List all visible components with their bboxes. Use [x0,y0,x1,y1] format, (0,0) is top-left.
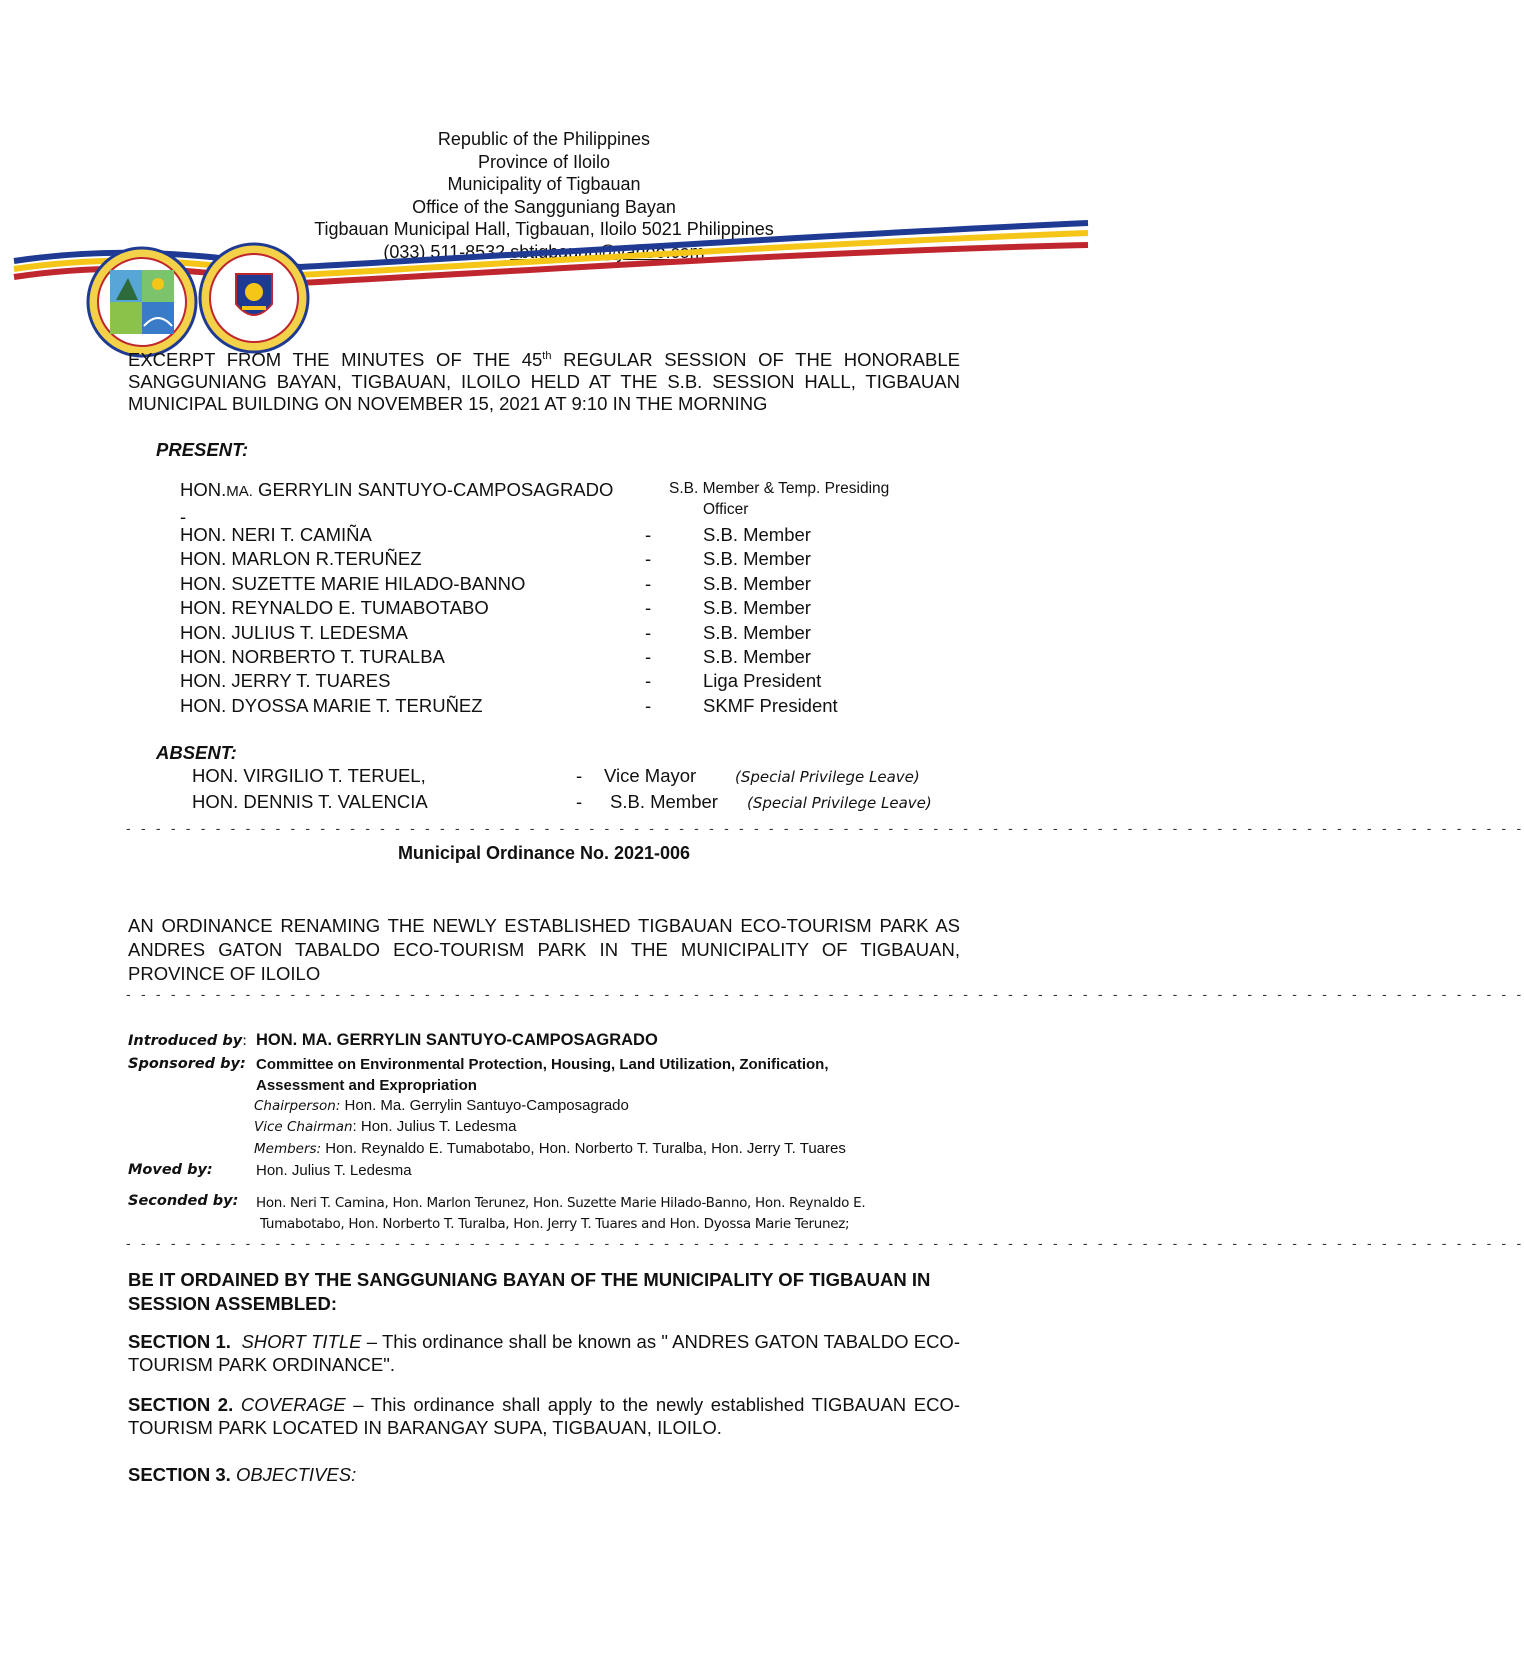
attendee-name: HON. MARLON R.TERUÑEZ [180,548,422,570]
ordinance-number: Municipal Ordinance No. 2021-006 [397,843,691,863]
section-text: – This ordinance shall apply to the newly established TIGBAUAN ECO-TOURISM PARK LOCATED IN BARANGAY SUPA, TIGBAUAN, ILOILO. [128,1394,960,1438]
absent-label: ABSENT: [156,742,237,763]
attendee-role: S.B. Member [703,548,811,570]
attendee-role: S.B. Member [703,572,811,594]
attendee-name: HON. NORBERTO T. TURALBA [180,646,445,667]
attendee-name: HON. JULIUS T. LEDESMA [180,621,408,643]
section-number: SECTION 3. [128,1464,231,1485]
present-label: PRESENT: [156,439,249,460]
members-value: Hon. Reynaldo E. Tumabotabo, Hon. Norberto T. Turalba, Hon. Jerry T. Tuares [321,1140,846,1157]
members-line [254,1140,846,1157]
attendee-dash: - [645,524,652,545]
letterhead-line: Republic of the Philippines [437,129,651,149]
introduced-label-text: Introduced by [128,1033,243,1049]
seconded-value: Hon. Neri T. Camina, Hon. Marlon Terunez, Hon. Suzette Marie Hilado-Banno, Hon. Reynaldo E. [256,1195,866,1211]
attendee-name: HON. DYOSSA MARIE T. TERUÑEZ [180,694,483,716]
moved-value: Hon. Julius T. Ledesma [256,1162,412,1179]
attendee-role-continued: Officer [703,501,749,518]
attendee-role: S.B. Member [703,597,811,619]
attendee-dash: - [645,670,652,692]
attendee-dash: - [645,694,652,716]
excerpt-superscript: th [542,350,552,362]
ordained-clause: BE IT ORDAINED BY THE SANGGUNIANG BAYAN OF THE MUNICIPALITY OF TIGBAUAN IN SESSION ASSEMBLED: [128,1269,931,1314]
chairperson-label: Chairperson: [254,1098,341,1114]
attendee-name: HON. REYNALDO E. TUMABOTABO [180,597,489,619]
attendee-role: S.B. Member [703,524,811,545]
seconded-label: Seconded by: [128,1193,239,1209]
seconded-value-continued: Tumabotabo, Hon. Norberto T. Turalba, Hon. Jerry T. Tuares and Hon. Dyossa Marie Terunez; [260,1216,850,1232]
attendee-name: HON. SUZETTE MARIE HILADO-BANNO [180,572,526,594]
attendee-role: S.B. Member & Temp. Presiding [669,480,890,497]
moved-label: Moved by: [128,1162,213,1178]
municipality-seal-icon [86,246,198,358]
absent-note: (Special Privilege Leave) [747,794,932,812]
attendee-dash: - [645,597,652,619]
letterhead-line: Office of the Sangguniang Bayan [412,196,676,217]
attendee-role: SKMF President [703,694,838,716]
section-number: SECTION 2. [128,1394,234,1415]
chairperson-line [254,1097,629,1114]
section-3 [128,1463,960,1486]
ordinance-title: AN ORDINANCE RENAMING THE NEWLY ESTABLISHED TIGBAUAN ECO-TOURISM PARK AS ANDRES GATON TABALDO ECO-TOURISM PARK IN THE MUNICIPALITY OF TIGBAUAN, PROVINCE OF ILOILO [128,915,960,984]
separator-line: - - - - - - - - - - - - - - - - - - - - - - - - - - - - - - - - - - - - - - - - - - - - - - - - - - - - - - - - - - - - - - - - - - - - - - - - - - - - - - - - - - - - - - - - - - - - - - [126,820,1524,836]
separator-line: - - - - - - - - - - - - - - - - - - - - - - - - - - - - - - - - - - - - - - - - - - - - - - - - - - - - - - - - - - - - - - - - - - - - - - - - - - - - - - - - - - - - - - - - - - - - - - [126,986,1524,1002]
section-2 [128,1393,960,1439]
sponsored-value-continued: Assessment and Expropriation [256,1077,477,1094]
members-label: Members: [254,1141,322,1157]
section-title: COVERAGE [240,1394,346,1415]
sponsored-label: Sponsored by: [128,1056,246,1072]
sponsored-value: Committee on Environmental Protection, Housing, Land Utilization, Zonification, [256,1056,829,1073]
section-number: SECTION 1. [128,1331,231,1352]
absent-dash: - [576,791,583,812]
absent-note: (Special Privilege Leave) [735,768,920,786]
separator-line: - - - - - - - - - - - - - - - - - - - - - - - - - - - - - - - - - - - - - - - - - - - - - - - - - - - - - - - - - - - - - - - - - - - - - - - - - - - - - - - - - - - - - - - - - - - - - - [126,1235,1524,1251]
chairperson-value: Hon. Ma. Gerrylin Santuyo-Camposagrado [340,1097,629,1114]
vice-chairman-line [254,1118,517,1135]
name-prefix: HON. [180,479,227,500]
absent-dash: - [576,765,583,786]
excerpt-paragraph [128,345,960,415]
sangguniang-bayan-seal-icon [198,242,310,354]
attendee-role: S.B. Member [703,646,811,667]
letterhead-line: Tigbauan Municipal Hall, Tigbauan, Iloilo 5021 Philippines [314,219,774,239]
attendee-role: Liga President [703,670,822,692]
attendee-name [180,478,620,529]
introduced-label [128,1033,247,1049]
introduced-value: HON. MA. GERRYLIN SANTUYO-CAMPOSAGRADO [256,1031,658,1049]
vice-chairman-label: Vice Chairman [254,1119,353,1135]
excerpt-text: EXCERPT FROM THE MINUTES OF THE 45 [128,349,543,371]
name-small: MA. [226,483,253,500]
section-title: OBJECTIVES: [235,1464,357,1485]
letterhead-line: Province of Iloilo [477,151,611,172]
attendee-name: HON. NERI T. CAMIÑA [180,524,372,545]
absent-role: Vice Mayor [604,765,697,786]
absent-name: HON. VIRGILIO T. TERUEL, [192,765,426,786]
attendee-dash: - [645,646,652,667]
name-rest: GERRYLIN SANTUYO-CAMPOSAGRADO - [180,479,614,527]
attendee-role: S.B. Member [703,621,811,643]
attendee-dash: - [645,621,652,643]
phone-number: (033) 511-8532 [383,241,506,262]
attendee-dash: - [645,548,652,570]
absent-name: HON. DENNIS T. VALENCIA [192,791,428,812]
absent-role: S.B. Member [610,791,718,812]
section-text: – This ordinance shall be known as " ANDRES GATON TABALDO ECO-TOURISM PARK ORDINANCE". [128,1331,960,1375]
attendee-name: HON. JERRY T. TUARES [180,670,391,692]
introduced-colon: : [242,1033,248,1049]
letterhead-line: Municipality of Tigbauan [447,174,641,194]
attendee-dash: - [645,572,652,594]
vice-chairman-value: : Hon. Julius T. Ledesma [352,1118,517,1135]
section-title: SHORT TITLE [241,1331,362,1352]
section-1 [128,1330,960,1376]
email-link[interactable]: sbtigbauan@yahoo.com [510,241,705,262]
excerpt-text-continued: REGULAR SESSION OF THE HONORABLE SANGGUNIANG BAYAN, TIGBAUAN, ILOILO HELD AT THE S.B. SESSION HALL, TIGBAUAN MUNICIPAL BUILDING ON NOVEMBER 15, 2021 AT 9:10 IN THE MORNING [128,349,960,415]
